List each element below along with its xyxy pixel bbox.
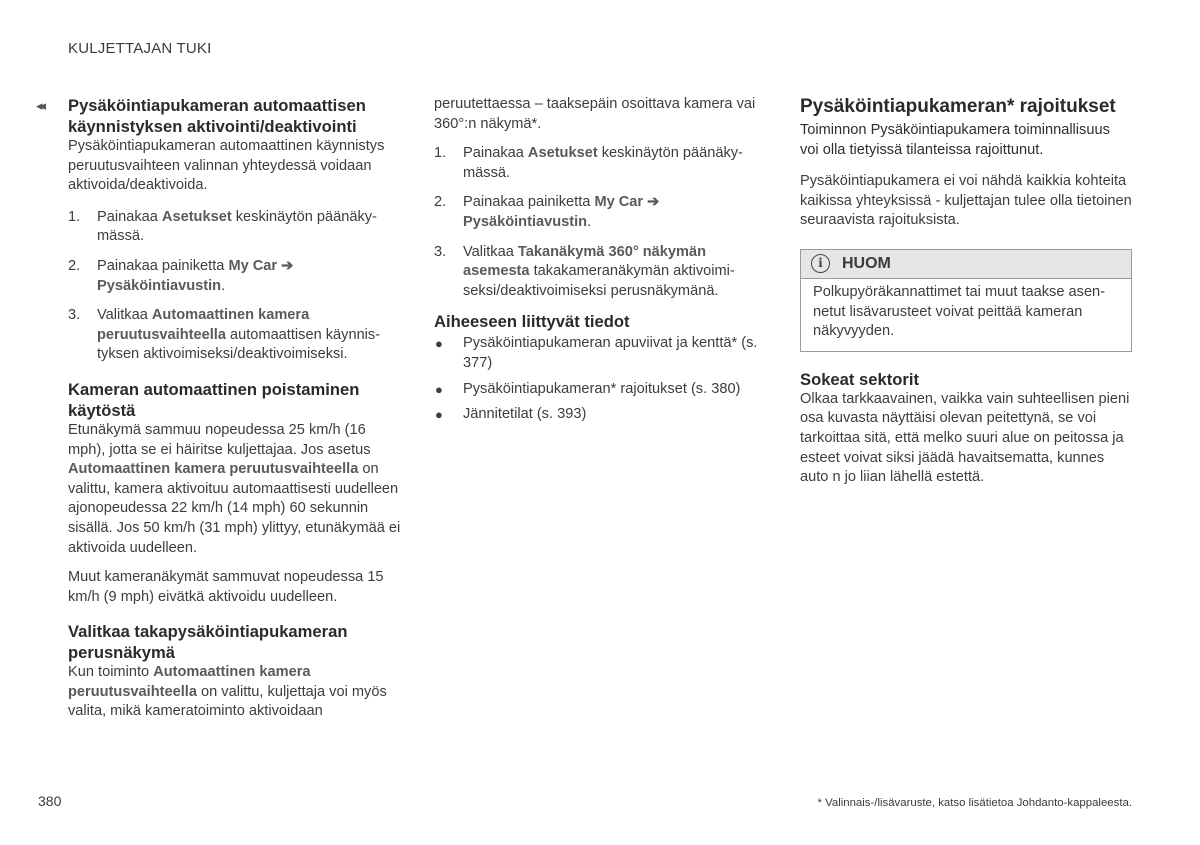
section-title-auto-off: Kameran automaattinen poistaminen käytöstä (68, 379, 360, 420)
column-middle (434, 95, 769, 431)
related-link[interactable]: ● Pysäköintiapukameran apuviivat ja kenttä* (s. 377) (435, 335, 758, 371)
footnote: * Valinnais-/lisävaruste, katso lisätietoa Johdanto-kappaleesta. (817, 797, 1132, 809)
section-title-auto-start: Pysäköintiapukameran automaattisen käynnistyksen aktivointi/deaktivointi (68, 96, 366, 136)
limitations-text: Pysäköintiapukamera ei voi nähdä kaikkia kohteita kaikissa yhteyksissä - kuljettajan tulee olla tietoinen seuraavista rajoituksista. (800, 173, 1132, 229)
note-header (801, 250, 1131, 279)
related-link[interactable]: ● Jännitetilat (s. 393) (435, 406, 587, 423)
section-text-auto-start: Pysäköintiapukameran automaattinen käynnistys peruutusvaihteen valinnan yhteydessä voidaan aktivoida/deaktivoida. (68, 138, 385, 194)
note-title: HUOM (842, 255, 891, 273)
limitations-intro: Toiminnon Pysäköintiapukamera toiminnallisuus voi olla tietyissä tilanteissa rajoittunut. (800, 122, 1110, 158)
list-item: 2. Painakaa painiketta My Car ➔ Pysäköintiavustin. (68, 257, 294, 294)
running-header: KULJETTAJAN TUKI (68, 40, 212, 57)
section-title-blind-spots: Sokeat sektorit (800, 369, 919, 389)
section-title-limitations: Pysäköintiapukameran* rajoitukset (800, 96, 1116, 117)
list-item: 1. Painakaa Asetukset keskinäytön päänäkymässä. (434, 145, 743, 181)
note-box (800, 249, 1132, 352)
continued-text: peruutettaessa – taaksepäin osoittava kamera vai 360°:n näkymä*. (434, 96, 756, 132)
column-left (68, 95, 403, 722)
info-icon: i (811, 254, 830, 273)
note-text: Polkupyöräkannattimet tai muut taakse asennetut lisävarusteet voivat peittää kameran näkyvyyden. (813, 283, 1106, 340)
back-arrows-icon: ◂◂ (36, 98, 44, 113)
related-link[interactable]: ● Pysäköintiapukameran* rajoitukset (s. 380) (435, 380, 741, 397)
blind-spots-text: Olkaa tarkkaavainen, vaikka vain suhteellisen pieni osa kuvasta näyttäisi olevan peitettynä, se voi tarkoittaa sitä, että melko suuri alue on peitossa ja esteet voivat siksi jäädä havaitsematta, kunnes auto n jo liian lähellä estettä. (800, 390, 1130, 486)
section-title-default-view: Valitkaa takapysäköintiapukameran perusnäkymä (68, 622, 348, 663)
list-item: 3. Valitkaa Automaattinen kamera peruutusvaihteella automaattisen käynnistyksen aktivoimiseksi/deaktivoimiseksi. (68, 307, 381, 363)
page-number: 380 (38, 793, 62, 809)
section-text-other-views: Muut kameranäkymät sammuvat nopeudessa 15 km/h (9 mph) eivätkä aktivoidu uudelleen. (68, 569, 384, 605)
related-info-title: Aiheeseen liittyvät tiedot (434, 312, 630, 332)
column-right (800, 95, 1132, 488)
list-item: 3. Valitkaa Takanäkymä 360° näkymän asemesta takakameranäkymän aktivoimiseksi/deaktivoimiseksi perusnäkymänä. (434, 243, 735, 299)
section-text-default-view: Kun toiminto Automaattinen kamera peruutusvaihteella on valittu, kuljettaja voi myös valita, mikä kameratoiminto aktivoidaan (68, 664, 387, 720)
list-item: 1. Painakaa Asetukset keskinäytön päänäkymässä. (68, 208, 377, 245)
section-text-auto-off: Etunäkymä sammuu nopeudessa 25 km/h (16 mph), jotta se ei häiritse kuljettajaa. Jos asetus Automaattinen kamera peruutusvaihteella on valittu, kamera aktivoituu automaattisesti uudelleen ajonopeudessa 22 km/h (14 mph) 60 sekunnin sisällä. Jos 50 km/h (31 mph) ylittyy, etunäkymää ei aktivoida uudelleen. (68, 421, 401, 556)
list-item: 2. Painakaa painiketta My Car ➔ Pysäköintiavustin. (434, 194, 660, 230)
steps-list-auto-start (68, 208, 403, 365)
steps-list-default-view (434, 144, 769, 301)
related-links-list (434, 334, 769, 424)
